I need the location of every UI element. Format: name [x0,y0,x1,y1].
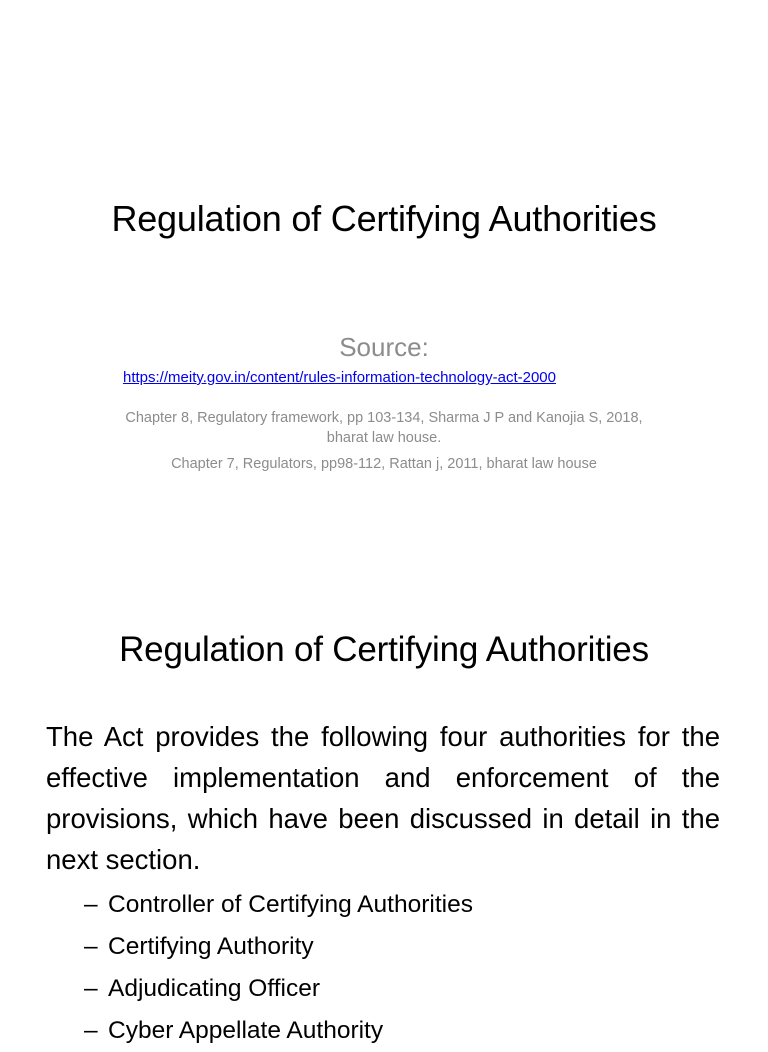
list-item-label: Cyber Appellate Authority [108,1017,384,1044]
list-item [84,926,473,968]
source-label: Source: [339,332,429,362]
authority-list [84,884,473,1052]
list-item-label: Certifying Authority [108,933,314,960]
list-item [84,884,473,926]
dash-bullet-icon: – [84,891,98,918]
dash-bullet-icon: – [84,975,98,1002]
body-paragraph: The Act provides the following four authorities for the effective implementation and enforcement of the provisions, which have been discussed in detail in the next section. [46,721,720,875]
reference-2: Chapter 7, Regulators, pp98-112, Rattan j, 2011, bharat law house [171,456,597,472]
slide-content-heading: Regulation of Certifying Authorities [119,630,649,669]
source-link[interactable]: https://meity.gov.in/content/rules-information-technology-act-2000 [123,369,556,386]
reference-1: Chapter 8, Regulatory framework, pp 103-134, Sharma J P and Kanojia S, 2018, bharat law house. [125,410,643,446]
dash-bullet-icon: – [84,933,98,960]
list-item [84,1010,473,1052]
slide-title-heading: Regulation of Certifying Authorities [111,198,657,239]
list-item-label: Controller of Certifying Authorities [108,891,473,918]
slide-content [0,576,768,1044]
list-item-label: Adjudicating Officer [108,975,320,1002]
list-item [84,968,473,1010]
dash-bullet-icon: – [84,1017,98,1044]
